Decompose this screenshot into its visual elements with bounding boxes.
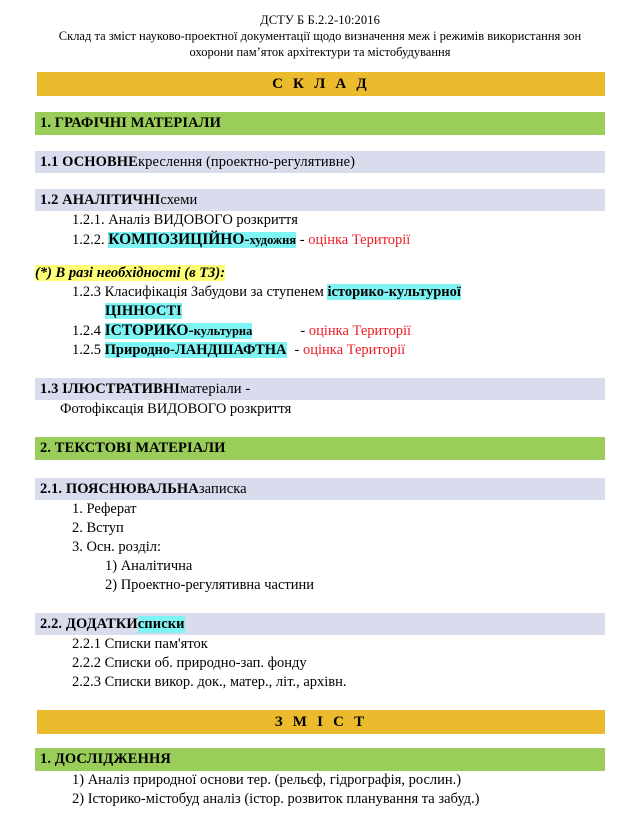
item-1-2-3-number: 1.2.3 bbox=[72, 284, 105, 300]
item-1-2-1: 1.2.1. Аналіз ВИДОВОГО розкриття bbox=[72, 212, 298, 228]
item-1-2-4 bbox=[0, 321, 640, 341]
item-2-2 bbox=[35, 613, 605, 635]
list-item: 1. Реферат bbox=[72, 501, 137, 517]
item-1-2-4-highlight bbox=[105, 323, 253, 339]
list-item: 2) Історико-містобуд аналіз (істор. розвиток планування та забуд.) bbox=[72, 791, 480, 807]
list-item: 2) Проектно-регулятивна частини bbox=[105, 577, 315, 593]
item-1-2-3-continued bbox=[0, 302, 640, 321]
item-1-2-4-small: культурна bbox=[193, 324, 253, 338]
item-1-2-bold: 1.2 АНАЛІТИЧНІ bbox=[40, 191, 161, 208]
item-1-2-rest: схеми bbox=[160, 191, 198, 208]
item-1-2-2-highlight bbox=[108, 232, 296, 248]
section-heading-graphic-materials: 1. ГРАФІЧНІ МАТЕРІАЛИ bbox=[35, 112, 605, 135]
section-heading-research: 1. ДОСЛІДЖЕННЯ bbox=[35, 748, 605, 771]
item-1-3-bold: 1.3 ІЛЮСТРАТИВНІ bbox=[40, 380, 181, 397]
banner-sklad: С К Л А Д bbox=[37, 72, 605, 96]
item-1-2-2-small: художня bbox=[249, 233, 297, 247]
section-heading-text-materials: 2. ТЕКСТОВІ МАТЕРІАЛИ bbox=[35, 437, 605, 460]
list-item: 2.2.3 Списки викор. док., матер., літ., архівн. bbox=[72, 674, 347, 690]
item-1-2-4-red: оцінка Території bbox=[308, 323, 411, 339]
item-1-2-4-number: 1.2.4 bbox=[72, 323, 105, 339]
item-2-2-highlight: списки bbox=[137, 615, 185, 632]
item-1-2-2-bold: КОМПОЗИЦІЙНО- bbox=[108, 231, 250, 248]
list-item: 2. Вступ bbox=[72, 520, 124, 536]
item-1-2-4-dash: - bbox=[300, 323, 309, 339]
item-1-3 bbox=[35, 378, 605, 400]
list-item: 3. Осн. розділ: bbox=[72, 539, 162, 555]
item-1-2 bbox=[35, 189, 605, 211]
item-1-2-2-number: 1.2.2. bbox=[72, 232, 109, 248]
item-2-1 bbox=[35, 478, 605, 500]
item-1-3-sub: Фотофіксація ВИДОВОГО розкриття bbox=[60, 401, 292, 417]
item-1-2-2-red: оцінка Території bbox=[308, 232, 411, 248]
banner-zmist: З М І С Т bbox=[37, 710, 605, 734]
conditional-note-row bbox=[35, 264, 605, 283]
item-1-2-3 bbox=[0, 283, 640, 302]
item-1-1-rest: креслення (проектно-регулятивне) bbox=[137, 153, 356, 170]
document-header bbox=[0, 0, 640, 60]
item-1-2-5-red: оцінка Території bbox=[302, 342, 406, 358]
item-2-1-bold: 2.1. ПОЯСНЮВАЛЬНА bbox=[40, 480, 199, 497]
item-1-2-3-highlight-2: ЦІННОСТІ bbox=[105, 303, 182, 319]
item-2-1-rest: записка bbox=[198, 480, 247, 497]
item-1-2-5-number: 1.2.5 bbox=[72, 342, 105, 358]
item-1-3-rest: матеріали - bbox=[180, 380, 251, 397]
item-1-1 bbox=[35, 151, 605, 173]
document-title-line-2: охорони памʼяток архітектури та містобудування bbox=[189, 45, 451, 59]
list-item: 1) Аналітична bbox=[105, 558, 193, 574]
standard-code: ДСТУ Б Б.2.2-10:2016 bbox=[260, 13, 380, 27]
item-2-2-bold: 2.2. ДОДАТКИ bbox=[40, 615, 138, 632]
item-1-2-4-bold: ІСТОРИКО- bbox=[104, 322, 194, 339]
list-item: 2.2.1 Списки пам'яток bbox=[72, 636, 208, 652]
item-1-2-2-dash: - bbox=[296, 232, 309, 248]
conditional-note: (*) В разі необхідності (в ТЗ): bbox=[35, 265, 226, 281]
item-1-2-3-highlight: історико-культурної bbox=[327, 284, 461, 300]
list-item: 2.2.2 Списки об. природно-зап. фонду bbox=[72, 655, 307, 671]
item-1-2-5-highlight: Природно-ЛАНДШАФТНА bbox=[104, 342, 287, 358]
item-1-2-2 bbox=[0, 230, 640, 250]
item-1-1-bold: 1.1 ОСНОВНЕ bbox=[40, 153, 138, 170]
item-1-2-5-dash: - bbox=[294, 342, 303, 358]
item-1-2-3-plain: Класифікація Забудови за ступенем bbox=[104, 284, 328, 300]
document-title-line-1: Склад та зміст науково-проектної документації щодо визначення меж і режимів використання зон bbox=[58, 29, 582, 43]
list-item: 1) Аналіз природної основи тер. (рельєф, гідрографія, рослин.) bbox=[72, 772, 462, 788]
item-1-2-5 bbox=[0, 341, 640, 360]
